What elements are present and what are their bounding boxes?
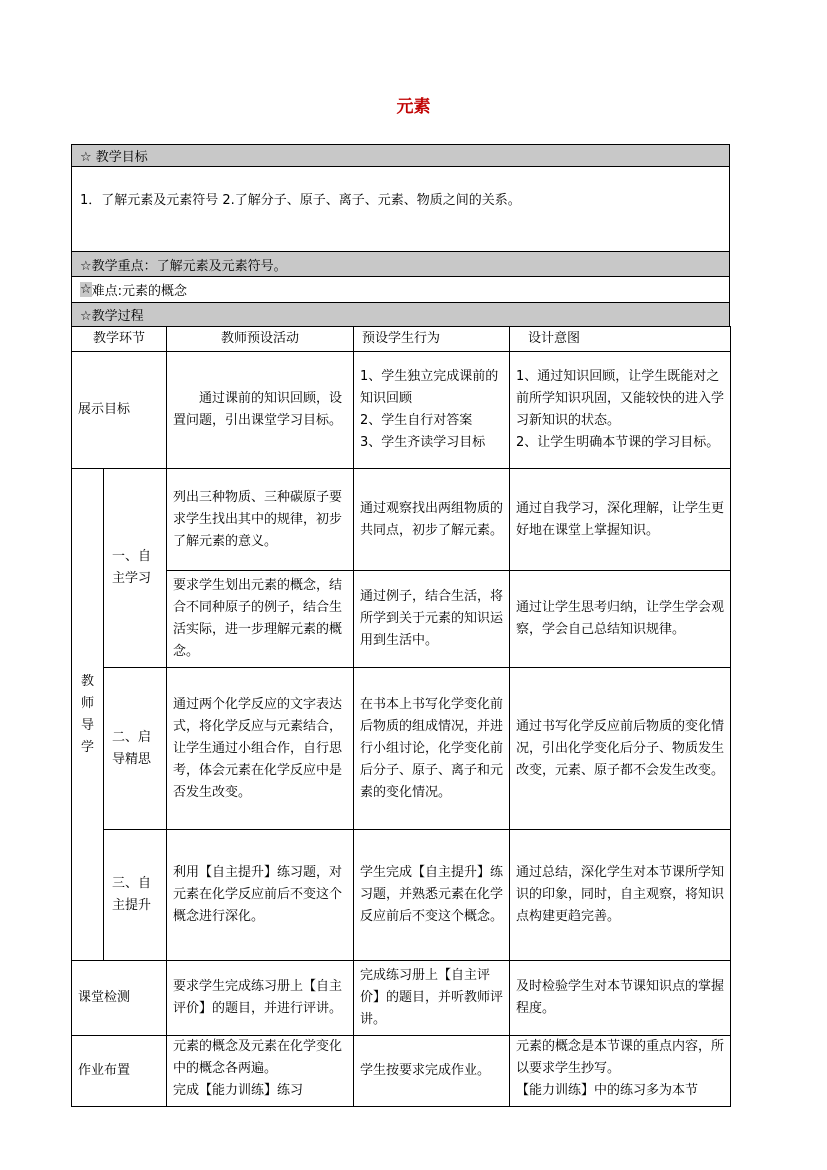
table-row: [72, 830, 731, 961]
guided-intent: 通过书写化学反应前后物质的变化情况，引出化学变化后分子、物质发生改变，元素、原子都不会发生改变。: [510, 668, 731, 830]
header-intent: 设计意图: [510, 327, 731, 352]
goals-text: 1．了解元素及元素符号 2.了解分子、原子、离子、元素、物质之间的关系。: [71, 166, 730, 252]
self-study-teacher-1: 列出三种物质、三种碳原子要求学生找出其中的规律，初步了解元素的意义。: [167, 469, 354, 571]
table-row: [72, 1036, 731, 1107]
improve-label: 三、自主提升: [104, 830, 167, 961]
homework-teacher-2: 完成【能力训练】练习: [173, 1083, 304, 1098]
homework-intent-2: 【能力训练】中的练习多为本节: [516, 1083, 699, 1098]
guided-teacher: 通过两个化学反应的文字表达式，将化学反应与元素结合，让学生通过小组合作，自行思考，体会元素在化学反应中是否发生改变。: [167, 668, 354, 830]
check-intent: 及时检验学生对本节课知识点的掌握程度。: [510, 961, 731, 1036]
group-label: 教师导学: [72, 469, 104, 961]
header-teacher: 教师预设活动: [167, 327, 354, 352]
page-title: 元素: [396, 97, 431, 117]
show-teacher: 通过课前的知识回顾，设置问题，引出课堂学习目标。: [173, 391, 343, 428]
table-row: [72, 352, 731, 469]
stage-check: 课堂检测: [72, 961, 167, 1036]
homework-student: 学生按要求完成作业。: [354, 1036, 510, 1107]
process-header: ☆教学过程: [71, 302, 730, 327]
show-intent-1: 1、通过知识回顾，让学生既能对之前所学知识巩固，又能较快的进入学习新知识的状态。: [516, 369, 725, 428]
process-table: [71, 326, 731, 1107]
improve-teacher: 利用【自主提升】练习题，对元素在化学反应前后不变这个概念进行深化。: [167, 830, 354, 961]
show-student-2: 2、学生自行对答案: [360, 413, 473, 428]
guided-student: 在书本上书写化学变化前后物质的组成情况，并进行小组讨论，化学变化前后分子、原子、离子和元素的变化情况。: [354, 668, 510, 830]
self-study-intent-1: 通过自我学习，深化理解，让学生更好地在课堂上掌握知识。: [510, 469, 731, 571]
show-student-1: 1、学生独立完成课前的知识回顾: [360, 369, 499, 406]
homework-teacher-1: 元素的概念及元素在化学变化中的概念各两遍。: [173, 1039, 343, 1076]
table-row: [72, 571, 731, 668]
difficulty-row: [71, 276, 730, 303]
improve-intent: 通过总结，深化学生对本节课所学知识的印象，同时，自主观察，将知识点构建更趋完善。: [510, 830, 731, 961]
goals-header: ☆ 教学目标: [71, 144, 730, 167]
self-study-intent-2: 通过让学生思考归纳，让学生学会观察，学会自己总结知识规律。: [510, 571, 731, 668]
table-row: [72, 469, 731, 571]
stage-homework: 作业布置: [72, 1036, 167, 1107]
check-teacher: 要求学生完成练习册上【自主评价】的题目，并进行评讲。: [167, 961, 354, 1036]
key-point: ☆教学重点：了解元素及元素符号。: [71, 251, 730, 277]
self-study-label: 一、自主学习: [104, 469, 167, 668]
table-row: [72, 961, 731, 1036]
homework-intent-1: 元素的概念是本节课的重点内容，所以要求学生抄写。: [516, 1039, 725, 1076]
check-student: 完成练习册上【自主评价】的题目，并听教师评讲。: [354, 961, 510, 1036]
stage-show: 展示目标: [72, 352, 167, 469]
show-student-3: 3、学生齐读学习目标: [360, 435, 486, 450]
show-intent-2: 2、让学生明确本节课的学习目标。: [516, 435, 720, 450]
table-header-row: [72, 327, 731, 352]
difficulty-star: ☆: [80, 282, 92, 297]
self-study-student-2: 通过例子，结合生活，将所学到关于元素的知识运用到生活中。: [354, 571, 510, 668]
table-row: [72, 668, 731, 830]
improve-student: 学生完成【自主提升】练习题，并熟悉元素在化学反应前后不变这个概念。: [354, 830, 510, 961]
header-stage: 教学环节: [72, 327, 167, 352]
self-study-teacher-2: 要求学生划出元素的概念，结合不同种原子的例子，结合生活实际，进一步理解元素的概念。: [167, 571, 354, 668]
self-study-student-1: 通过观察找出两组物质的共同点，初步了解元素。: [354, 469, 510, 571]
difficulty-text: 难点:元素的概念: [91, 284, 188, 299]
header-student: 预设学生行为: [354, 327, 510, 352]
guided-label: 二、启导精思: [104, 668, 167, 830]
